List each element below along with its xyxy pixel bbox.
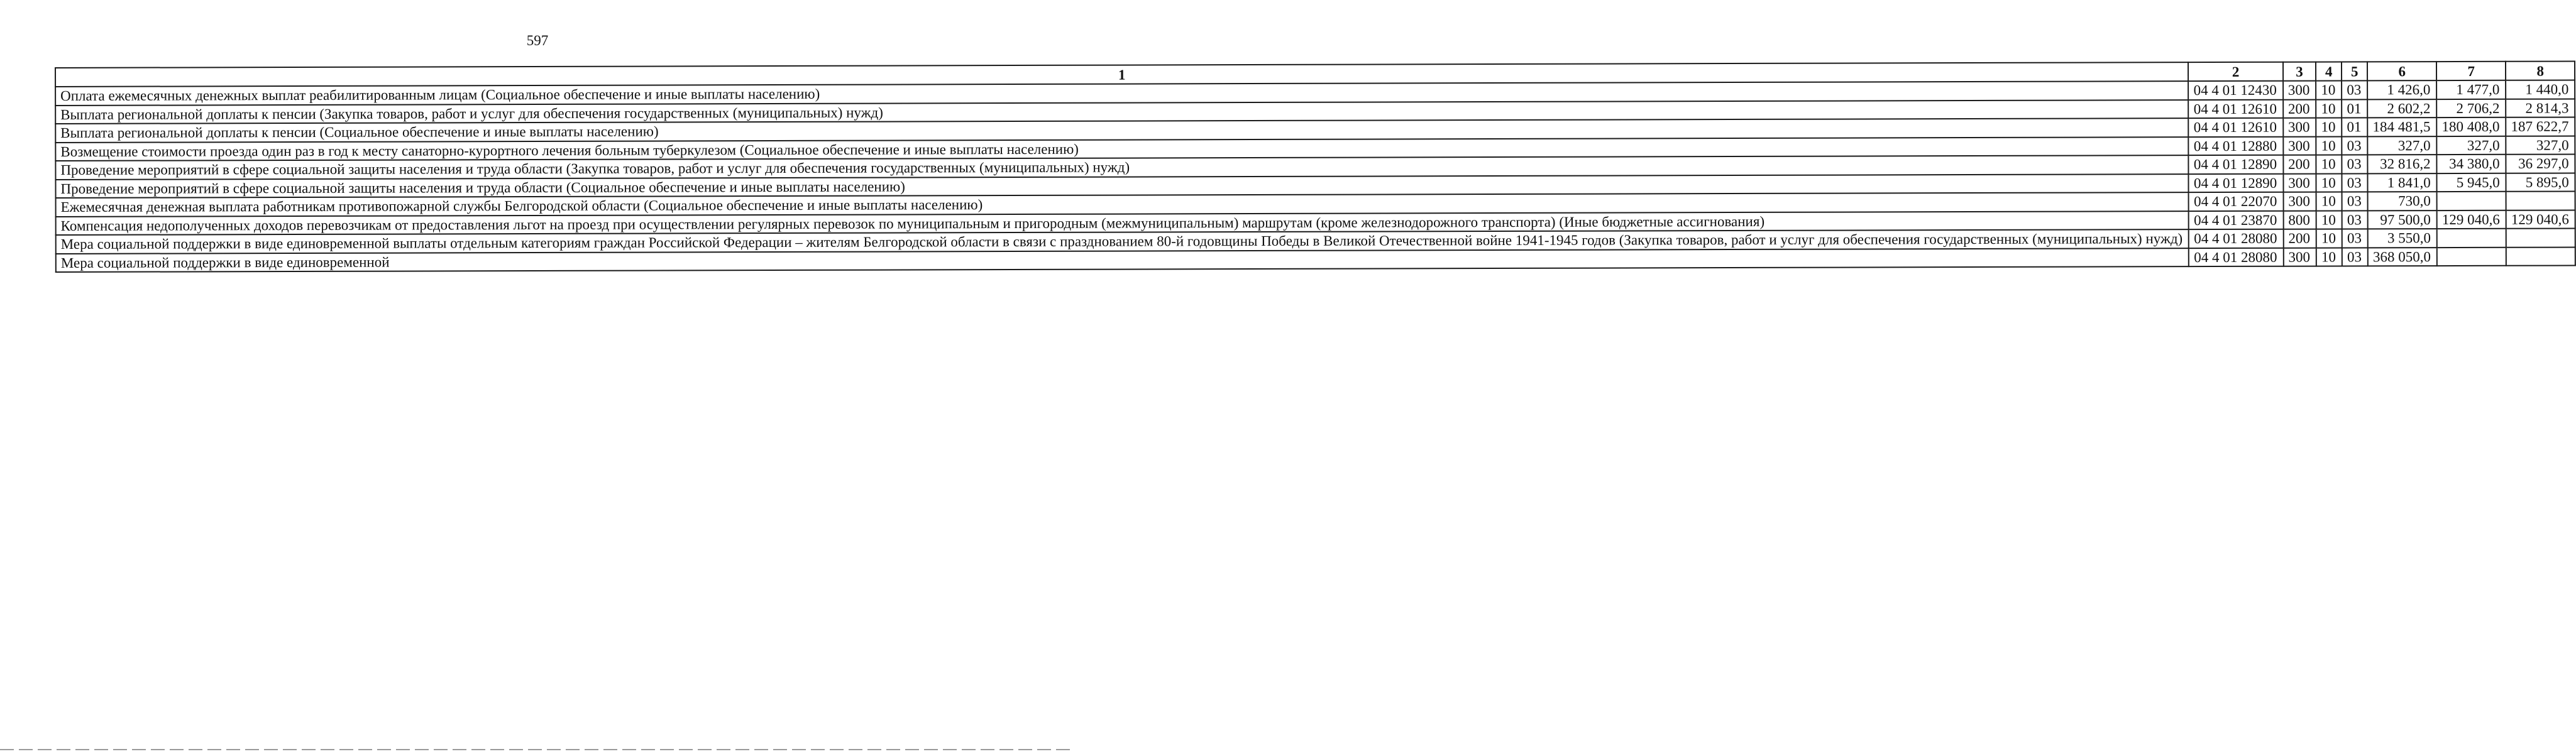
expense-type-code: 300 [2283, 81, 2316, 100]
amount-col6: 97 500,0 [2368, 210, 2437, 229]
expense-type-code: 300 [2283, 118, 2316, 137]
amount-col7: 180 408,0 [2436, 117, 2506, 136]
section-code: 10 [2316, 99, 2342, 118]
column-header: 8 [2506, 62, 2575, 80]
amount-col8: 1 440,0 [2506, 80, 2575, 99]
column-header: 7 [2436, 62, 2506, 80]
amount-col8 [2506, 229, 2575, 248]
expense-name: Возмещение стоимости проезда один раз в год к месту санаторно-курортного лечения больным туберкулезом (Социальное обеспечение и иные выплаты населению) [55, 137, 2189, 161]
amount-col6: 730,0 [2368, 192, 2437, 210]
expense-type-code: 300 [2283, 173, 2316, 192]
amount-col8: 327,0 [2506, 136, 2575, 155]
target-article-code: 04 4 01 12610 [2189, 118, 2283, 137]
amount-col7: 34 380,0 [2437, 155, 2506, 173]
section-code: 10 [2316, 192, 2342, 210]
amount-col6: 2 602,2 [2367, 99, 2436, 118]
target-article-code: 04 4 01 12890 [2189, 155, 2283, 174]
amount-col8: 129 040,6 [2506, 210, 2575, 229]
subsection-code: 03 [2342, 229, 2368, 248]
column-header: 1 [55, 62, 2189, 87]
target-article-code: 04 4 01 28080 [2189, 229, 2283, 248]
expense-type-code: 200 [2283, 229, 2316, 248]
amount-col7 [2437, 229, 2506, 248]
amount-col7: 1 477,0 [2436, 80, 2506, 99]
amount-col7: 5 945,0 [2437, 173, 2506, 192]
amount-col7: 129 040,6 [2437, 210, 2506, 229]
section-code: 10 [2316, 80, 2342, 99]
amount-col6: 368 050,0 [2368, 248, 2437, 266]
expense-type-code: 200 [2283, 99, 2316, 118]
expense-name: Компенсация недополученных доходов перевозчикам от предоставления льгот на проезд при осуществлении регулярных перевозок по муниципальным и пригородным (межмуниципальным) маршрутам (кроме железнодорожного транспорта) (Иные бюджетные ассигнования) [56, 211, 2189, 235]
expense-name: Оплата ежемесячных денежных выплат реабилитированным лицам (Социальное обеспечение и иные выплаты населению) [55, 81, 2189, 105]
subsection-code: 03 [2342, 136, 2368, 155]
expense-type-code: 300 [2283, 248, 2316, 266]
amount-col7: 2 706,2 [2436, 99, 2506, 117]
target-article-code: 04 4 01 12880 [2189, 136, 2283, 155]
column-header: 3 [2283, 62, 2316, 81]
expense-name: Выплата региональной доплаты к пенсии (Закупка товаров, работ и услуг для обеспечения государственных (муниципальных) нужд) [55, 100, 2189, 124]
section-code: 10 [2316, 229, 2342, 248]
section-code: 10 [2316, 248, 2342, 266]
expense-name: Выплата региональной доплаты к пенсии (Социальное обеспечение и иные выплаты населению) [55, 118, 2189, 142]
expense-type-code: 300 [2283, 192, 2316, 211]
subsection-code: 03 [2342, 248, 2368, 266]
expense-name: Ежемесячная денежная выплата работникам противопожарной службы Белгородской области (Социальное обеспечение и иные выплаты населению) [56, 192, 2189, 216]
section-code: 10 [2316, 210, 2342, 229]
subsection-code: 03 [2342, 192, 2368, 210]
expense-type-code: 200 [2283, 155, 2316, 174]
amount-col7 [2437, 247, 2506, 266]
amount-col6: 1 426,0 [2367, 80, 2436, 99]
subsection-code: 03 [2342, 173, 2368, 192]
column-header: 5 [2342, 62, 2367, 80]
page-bottom-edge [0, 749, 1075, 750]
amount-col8 [2506, 247, 2575, 266]
expense-type-code: 300 [2283, 136, 2316, 155]
expense-name: Проведение мероприятий в сфере социальной защиты населения и труда области (Закупка товаров, работ и услуг для обеспечения государственных (муниципальных) нужд) [55, 155, 2189, 179]
target-article-code: 04 4 01 28080 [2189, 248, 2283, 266]
subsection-code: 03 [2342, 210, 2368, 229]
amount-col6: 184 481,5 [2367, 117, 2436, 136]
column-header: 2 [2188, 62, 2282, 81]
amount-col8 [2506, 192, 2575, 210]
column-header: 4 [2316, 62, 2342, 80]
amount-col7: 327,0 [2437, 136, 2506, 155]
budget-table [55, 61, 2576, 273]
subsection-code: 03 [2342, 155, 2368, 173]
amount-col8: 5 895,0 [2506, 173, 2575, 192]
expense-type-code: 800 [2283, 210, 2316, 229]
amount-col8: 36 297,0 [2506, 155, 2575, 173]
subsection-code: 01 [2342, 99, 2367, 118]
section-code: 10 [2316, 173, 2342, 192]
amount-col6: 32 816,2 [2368, 155, 2437, 173]
amount-col8: 2 814,3 [2506, 99, 2575, 117]
subsection-code: 03 [2342, 80, 2367, 99]
column-header: 6 [2367, 62, 2436, 80]
amount-col6: 1 841,0 [2368, 173, 2437, 192]
target-article-code: 04 4 01 23870 [2189, 210, 2283, 229]
expense-name: Мера социальной поддержки в виде единовременной выплаты отдельным категориям граждан Российской Федерации – жителям Белгородской области в связи с празднованием 80-й годовщины Победы в Великой Отечественной войне 1941-1945 годов (Закупка товаров, работ и услуг для обеспечения государственных (муниципальных) нужд) [56, 229, 2189, 253]
section-code: 10 [2316, 117, 2342, 136]
section-code: 10 [2316, 136, 2342, 155]
amount-col6: 3 550,0 [2368, 229, 2437, 248]
expense-name: Мера социальной поддержки в виде единовременной [56, 248, 2189, 272]
section-code: 10 [2316, 155, 2342, 173]
amount-col8: 187 622,7 [2506, 117, 2575, 136]
amount-col6: 327,0 [2368, 136, 2437, 155]
target-article-code: 04 4 01 12610 [2189, 99, 2283, 118]
subsection-code: 01 [2342, 117, 2367, 136]
page-number: 597 [526, 33, 549, 48]
expense-name: Проведение мероприятий в сфере социальной защиты населения и труда области (Социальное обеспечение и иные выплаты населению) [55, 174, 2189, 198]
amount-col7 [2437, 192, 2506, 210]
target-article-code: 04 4 01 12430 [2189, 81, 2283, 100]
target-article-code: 04 4 01 12890 [2189, 173, 2283, 192]
target-article-code: 04 4 01 22070 [2189, 192, 2283, 211]
